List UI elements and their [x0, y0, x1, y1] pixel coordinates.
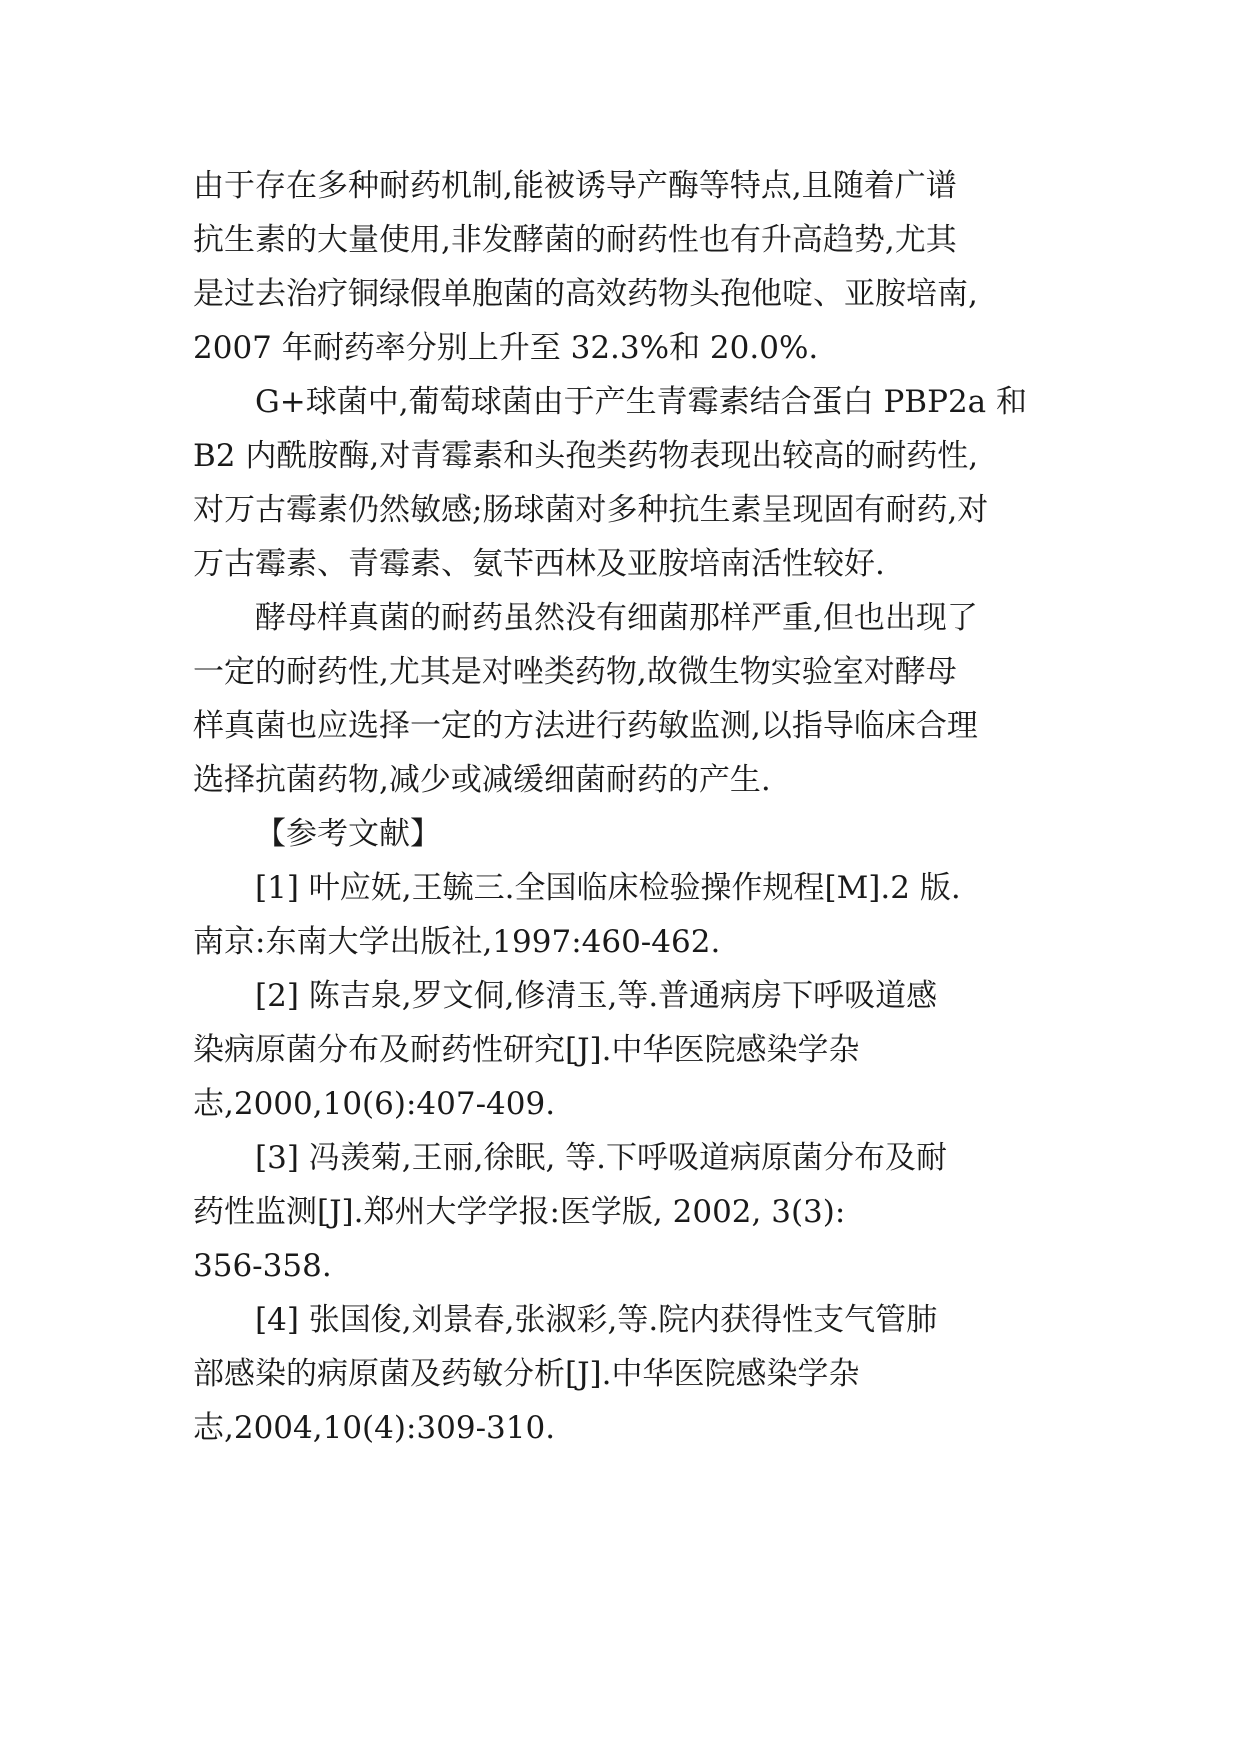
paragraph-1-line-2: 抗生素的大量使用,非发酵菌的耐药性也有升高趋势,尤其 [193, 222, 957, 258]
reference-1-line-2: 南京:东南大学出版社,1997:460-462. [193, 924, 721, 960]
references-heading: 【参考文献】 [255, 816, 441, 852]
reference-1-line-1: [1] 叶应妩,王毓三.全国临床检验操作规程[M].2 版. [255, 870, 961, 906]
paragraph-3-line-1: 酵母样真菌的耐药虽然没有细菌那样严重,但也出现了 [255, 600, 978, 636]
reference-3-line-2: 药性监测[J].郑州大学学报:医学版, 2002, 3(3): [193, 1194, 846, 1230]
reference-4-line-3: 志,2004,10(4):309-310. [193, 1410, 556, 1446]
paragraph-3-line-4: 选择抗菌药物,减少或减缓细菌耐药的产生. [193, 762, 771, 798]
reference-3-line-1: [3] 冯羡菊,王丽,徐眠, 等.下呼吸道病原菌分布及耐 [255, 1140, 948, 1176]
paragraph-1-line-3: 是过去治疗铜绿假单胞菌的高效药物头孢他啶、亚胺培南, [193, 276, 978, 312]
paragraph-2-line-3: 对万古霉素仍然敏感;肠球菌对多种抗生素呈现固有耐药,对 [193, 492, 989, 528]
reference-2-line-3: 志,2000,10(6):407-409. [193, 1086, 556, 1122]
paragraph-2-line-2: B2 内酰胺酶,对青霉素和头孢类药物表现出较高的耐药性, [193, 438, 979, 474]
reference-4-line-2: 部感染的病原菌及药敏分析[J].中华医院感染学杂 [193, 1356, 860, 1392]
reference-2-line-2: 染病原菌分布及耐药性研究[J].中华医院感染学杂 [193, 1032, 860, 1068]
paragraph-2-line-1: G+球菌中,葡萄球菌由于产生青霉素结合蛋白 PBP2a 和 [255, 384, 1028, 420]
paragraph-3-line-3: 样真菌也应选择一定的方法进行药敏监测,以指导临床合理 [193, 708, 978, 744]
paragraph-3-line-2: 一定的耐药性,尤其是对唑类药物,故微生物实验室对酵母 [193, 654, 957, 690]
reference-4-line-1: [4] 张国俊,刘景春,张淑彩,等.院内获得性支气管肺 [255, 1302, 938, 1338]
paragraph-2-line-4: 万古霉素、青霉素、氨苄西林及亚胺培南活性较好. [193, 546, 885, 582]
reference-2-line-1: [2] 陈吉泉,罗文侗,修清玉,等.普通病房下呼吸道感 [255, 978, 938, 1014]
paragraph-1-line-1: 由于存在多种耐药机制,能被诱导产酶等特点,且随着广谱 [193, 168, 957, 204]
paragraph-1-line-4: 2007 年耐药率分别上升至 32.3%和 20.0%. [193, 330, 819, 366]
reference-3-line-3: 356-358. [193, 1248, 332, 1284]
